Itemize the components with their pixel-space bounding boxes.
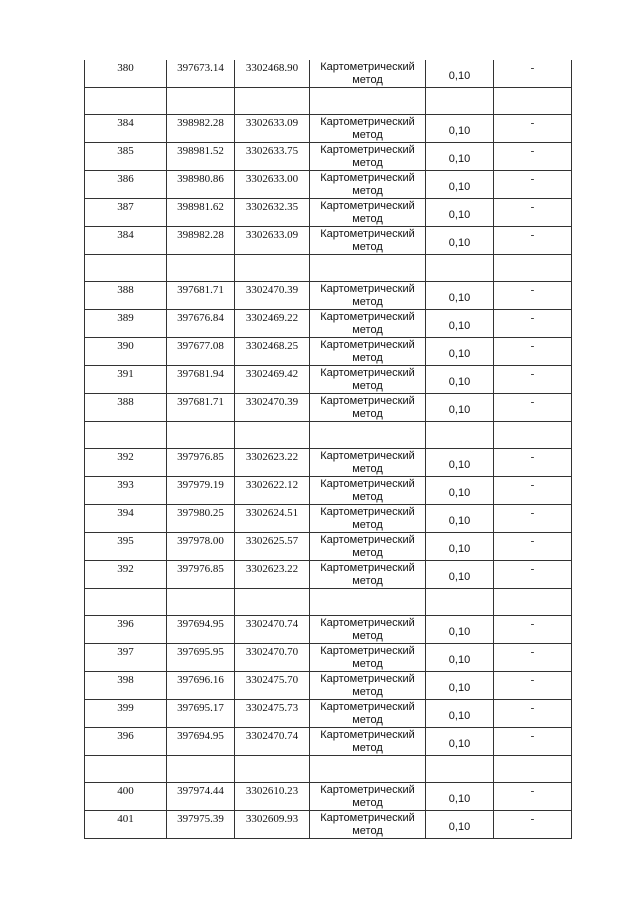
empty-cell <box>310 756 426 783</box>
point-number-cell: 392 <box>85 449 167 477</box>
empty-cell <box>235 589 310 616</box>
empty-cell <box>167 589 235 616</box>
y-coordinate-cell: 3302623.22 <box>235 449 310 477</box>
empty-cell <box>310 422 426 449</box>
method-cell: Картометрический метод <box>310 783 426 811</box>
x-coordinate-cell: 397978.00 <box>167 533 235 561</box>
empty-cell <box>235 88 310 115</box>
point-number-cell: 388 <box>85 282 167 310</box>
accuracy-cell: 0,10 <box>426 616 494 644</box>
table-row <box>85 338 572 366</box>
note-cell: - <box>494 394 572 422</box>
empty-cell <box>310 255 426 282</box>
table-row <box>85 783 572 811</box>
method-cell: Картометрический метод <box>310 811 426 839</box>
point-number-cell: 399 <box>85 700 167 728</box>
table-row <box>85 616 572 644</box>
y-coordinate-cell: 3302470.70 <box>235 644 310 672</box>
note-cell: - <box>494 199 572 227</box>
point-number-cell: 397 <box>85 644 167 672</box>
empty-cell <box>85 255 167 282</box>
accuracy-cell: 0,10 <box>426 310 494 338</box>
empty-cell <box>426 756 494 783</box>
accuracy-cell: 0,10 <box>426 171 494 199</box>
y-coordinate-cell: 3302468.90 <box>235 60 310 88</box>
method-cell: Картометрический метод <box>310 672 426 700</box>
x-coordinate-cell: 397976.85 <box>167 449 235 477</box>
method-cell: Картометрический метод <box>310 644 426 672</box>
empty-cell <box>167 756 235 783</box>
accuracy-cell: 0,10 <box>426 366 494 394</box>
empty-cell <box>494 756 572 783</box>
empty-cell <box>494 255 572 282</box>
coordinates-table <box>84 60 572 839</box>
empty-cell <box>426 255 494 282</box>
x-coordinate-cell: 397975.39 <box>167 811 235 839</box>
table-row <box>85 171 572 199</box>
method-cell: Картометрический метод <box>310 700 426 728</box>
method-cell: Картометрический метод <box>310 561 426 589</box>
accuracy-cell: 0,10 <box>426 227 494 255</box>
point-number-cell: 387 <box>85 199 167 227</box>
method-cell: Картометрический метод <box>310 394 426 422</box>
table-row <box>85 394 572 422</box>
separator-row <box>85 255 572 282</box>
method-cell: Картометрический метод <box>310 310 426 338</box>
separator-row <box>85 422 572 449</box>
note-cell: - <box>494 561 572 589</box>
note-cell: - <box>494 728 572 756</box>
y-coordinate-cell: 3302624.51 <box>235 505 310 533</box>
accuracy-cell: 0,10 <box>426 199 494 227</box>
table-row <box>85 700 572 728</box>
x-coordinate-cell: 397694.95 <box>167 616 235 644</box>
y-coordinate-cell: 3302633.75 <box>235 143 310 171</box>
note-cell: - <box>494 310 572 338</box>
empty-cell <box>426 422 494 449</box>
method-cell: Картометрический метод <box>310 282 426 310</box>
y-coordinate-cell: 3302633.09 <box>235 227 310 255</box>
empty-cell <box>235 422 310 449</box>
accuracy-cell: 0,10 <box>426 505 494 533</box>
x-coordinate-cell: 397673.14 <box>167 60 235 88</box>
point-number-cell: 396 <box>85 728 167 756</box>
accuracy-cell: 0,10 <box>426 394 494 422</box>
y-coordinate-cell: 3302470.39 <box>235 282 310 310</box>
accuracy-cell: 0,10 <box>426 143 494 171</box>
empty-cell <box>494 589 572 616</box>
x-coordinate-cell: 398981.52 <box>167 143 235 171</box>
accuracy-cell: 0,10 <box>426 282 494 310</box>
point-number-cell: 389 <box>85 310 167 338</box>
method-cell: Картометрический метод <box>310 449 426 477</box>
y-coordinate-cell: 3302609.93 <box>235 811 310 839</box>
y-coordinate-cell: 3302633.09 <box>235 115 310 143</box>
accuracy-cell: 0,10 <box>426 672 494 700</box>
method-cell: Картометрический метод <box>310 199 426 227</box>
point-number-cell: 384 <box>85 115 167 143</box>
empty-cell <box>426 589 494 616</box>
y-coordinate-cell: 3302470.74 <box>235 728 310 756</box>
empty-cell <box>235 255 310 282</box>
x-coordinate-cell: 397979.19 <box>167 477 235 505</box>
note-cell: - <box>494 672 572 700</box>
y-coordinate-cell: 3302632.35 <box>235 199 310 227</box>
note-cell: - <box>494 505 572 533</box>
y-coordinate-cell: 3302475.73 <box>235 700 310 728</box>
table-row <box>85 227 572 255</box>
x-coordinate-cell: 397677.08 <box>167 338 235 366</box>
accuracy-cell: 0,10 <box>426 811 494 839</box>
x-coordinate-cell: 397976.85 <box>167 561 235 589</box>
separator-row <box>85 88 572 115</box>
point-number-cell: 396 <box>85 616 167 644</box>
method-cell: Картометрический метод <box>310 60 426 88</box>
accuracy-cell: 0,10 <box>426 644 494 672</box>
table-row <box>85 533 572 561</box>
empty-cell <box>167 88 235 115</box>
accuracy-cell: 0,10 <box>426 728 494 756</box>
point-number-cell: 386 <box>85 171 167 199</box>
y-coordinate-cell: 3302470.39 <box>235 394 310 422</box>
table-row <box>85 143 572 171</box>
x-coordinate-cell: 398982.28 <box>167 227 235 255</box>
method-cell: Картометрический метод <box>310 227 426 255</box>
table-row <box>85 477 572 505</box>
accuracy-cell: 0,10 <box>426 533 494 561</box>
empty-cell <box>85 88 167 115</box>
point-number-cell: 390 <box>85 338 167 366</box>
note-cell: - <box>494 616 572 644</box>
y-coordinate-cell: 3302622.12 <box>235 477 310 505</box>
x-coordinate-cell: 397696.16 <box>167 672 235 700</box>
empty-cell <box>85 589 167 616</box>
empty-cell <box>494 422 572 449</box>
point-number-cell: 395 <box>85 533 167 561</box>
note-cell: - <box>494 338 572 366</box>
accuracy-cell: 0,10 <box>426 338 494 366</box>
table-row <box>85 60 572 88</box>
accuracy-cell: 0,10 <box>426 60 494 88</box>
x-coordinate-cell: 397695.17 <box>167 700 235 728</box>
accuracy-cell: 0,10 <box>426 477 494 505</box>
x-coordinate-cell: 397681.71 <box>167 282 235 310</box>
accuracy-cell: 0,10 <box>426 561 494 589</box>
table-row <box>85 115 572 143</box>
point-number-cell: 391 <box>85 366 167 394</box>
method-cell: Картометрический метод <box>310 338 426 366</box>
x-coordinate-cell: 397681.94 <box>167 366 235 394</box>
point-number-cell: 401 <box>85 811 167 839</box>
accuracy-cell: 0,10 <box>426 783 494 811</box>
empty-cell <box>310 88 426 115</box>
method-cell: Картометрический метод <box>310 505 426 533</box>
method-cell: Картометрический метод <box>310 477 426 505</box>
x-coordinate-cell: 398982.28 <box>167 115 235 143</box>
note-cell: - <box>494 115 572 143</box>
table-row <box>85 672 572 700</box>
y-coordinate-cell: 3302633.00 <box>235 171 310 199</box>
y-coordinate-cell: 3302470.74 <box>235 616 310 644</box>
table-row <box>85 282 572 310</box>
point-number-cell: 394 <box>85 505 167 533</box>
x-coordinate-cell: 398980.86 <box>167 171 235 199</box>
empty-cell <box>426 88 494 115</box>
empty-cell <box>85 756 167 783</box>
method-cell: Картометрический метод <box>310 728 426 756</box>
point-number-cell: 380 <box>85 60 167 88</box>
point-number-cell: 385 <box>85 143 167 171</box>
point-number-cell: 400 <box>85 783 167 811</box>
method-cell: Картометрический метод <box>310 616 426 644</box>
table-row <box>85 449 572 477</box>
y-coordinate-cell: 3302625.57 <box>235 533 310 561</box>
y-coordinate-cell: 3302475.70 <box>235 672 310 700</box>
note-cell: - <box>494 366 572 394</box>
x-coordinate-cell: 397974.44 <box>167 783 235 811</box>
accuracy-cell: 0,10 <box>426 700 494 728</box>
note-cell: - <box>494 449 572 477</box>
note-cell: - <box>494 533 572 561</box>
empty-cell <box>167 422 235 449</box>
empty-cell <box>310 589 426 616</box>
empty-cell <box>235 756 310 783</box>
note-cell: - <box>494 282 572 310</box>
note-cell: - <box>494 143 572 171</box>
y-coordinate-cell: 3302610.23 <box>235 783 310 811</box>
method-cell: Картометрический метод <box>310 171 426 199</box>
note-cell: - <box>494 811 572 839</box>
x-coordinate-cell: 397676.84 <box>167 310 235 338</box>
accuracy-cell: 0,10 <box>426 115 494 143</box>
y-coordinate-cell: 3302469.22 <box>235 310 310 338</box>
point-number-cell: 398 <box>85 672 167 700</box>
table-row <box>85 811 572 839</box>
empty-cell <box>167 255 235 282</box>
table-row <box>85 310 572 338</box>
x-coordinate-cell: 397980.25 <box>167 505 235 533</box>
table-row <box>85 561 572 589</box>
method-cell: Картометрический метод <box>310 115 426 143</box>
note-cell: - <box>494 477 572 505</box>
point-number-cell: 392 <box>85 561 167 589</box>
point-number-cell: 393 <box>85 477 167 505</box>
table-row <box>85 728 572 756</box>
x-coordinate-cell: 398981.62 <box>167 199 235 227</box>
x-coordinate-cell: 397695.95 <box>167 644 235 672</box>
accuracy-cell: 0,10 <box>426 449 494 477</box>
separator-row <box>85 756 572 783</box>
table-row <box>85 366 572 394</box>
table-row <box>85 199 572 227</box>
note-cell: - <box>494 700 572 728</box>
method-cell: Картометрический метод <box>310 143 426 171</box>
empty-cell <box>85 422 167 449</box>
point-number-cell: 384 <box>85 227 167 255</box>
y-coordinate-cell: 3302623.22 <box>235 561 310 589</box>
table-row <box>85 644 572 672</box>
empty-cell <box>494 88 572 115</box>
x-coordinate-cell: 397694.95 <box>167 728 235 756</box>
note-cell: - <box>494 60 572 88</box>
method-cell: Картометрический метод <box>310 533 426 561</box>
point-number-cell: 388 <box>85 394 167 422</box>
y-coordinate-cell: 3302468.25 <box>235 338 310 366</box>
table-row <box>85 505 572 533</box>
separator-row <box>85 589 572 616</box>
note-cell: - <box>494 227 572 255</box>
note-cell: - <box>494 644 572 672</box>
method-cell: Картометрический метод <box>310 366 426 394</box>
x-coordinate-cell: 397681.71 <box>167 394 235 422</box>
note-cell: - <box>494 783 572 811</box>
y-coordinate-cell: 3302469.42 <box>235 366 310 394</box>
note-cell: - <box>494 171 572 199</box>
coordinates-table-body <box>85 60 572 839</box>
